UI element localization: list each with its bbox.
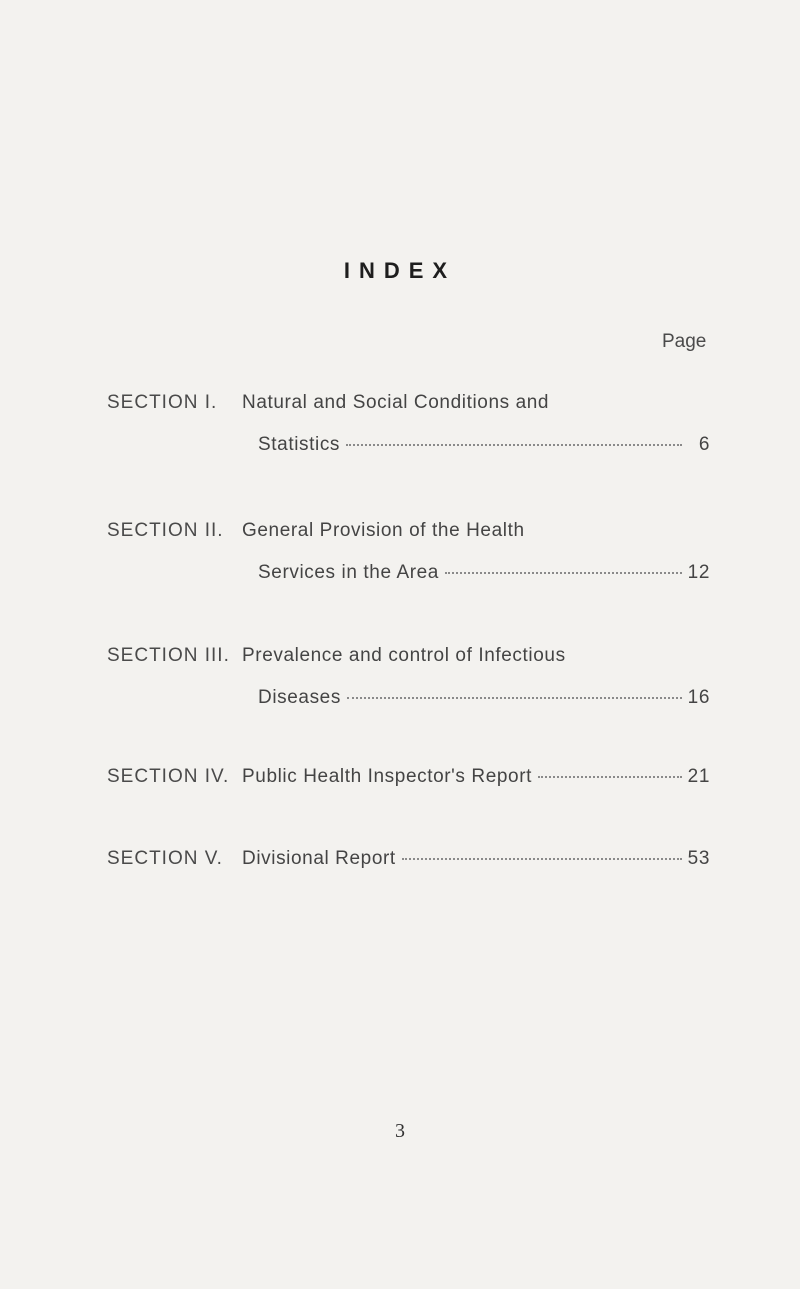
- section-label: SECTION V.: [107, 848, 223, 869]
- entry-title: Natural and Social Conditions and: [242, 392, 550, 413]
- entry-title: Divisional Report: [242, 848, 396, 869]
- section-label: SECTION II.: [107, 520, 224, 541]
- leader-dots: [347, 697, 682, 699]
- index-entry: [0, 848, 800, 908]
- page-title: INDEX: [343, 258, 457, 283]
- leader-dots: [402, 858, 682, 860]
- page-number: 16: [687, 687, 710, 708]
- section-label: SECTION IV.: [107, 766, 230, 787]
- section-label: SECTION I.: [107, 392, 218, 413]
- index-entry: [0, 766, 800, 826]
- entry-title: Public Health Inspector's Report: [242, 766, 533, 787]
- entry-title-line: [242, 392, 710, 414]
- page-number: 21: [687, 766, 710, 787]
- entry-title-line: [242, 766, 710, 788]
- entry-title-line: [258, 687, 710, 709]
- entry-title: Prevalence and control of Infectious: [242, 645, 566, 666]
- page-column-header: Page: [662, 331, 707, 352]
- page-number: 53: [687, 848, 710, 869]
- leader-dots: [538, 776, 682, 778]
- folio-number: 3: [395, 1120, 405, 1142]
- index-entry: [0, 520, 800, 583]
- leader-dots: [445, 572, 682, 574]
- leader-dots: [346, 444, 682, 446]
- entry-title-continued: Statistics: [258, 434, 341, 455]
- page-number: 6: [698, 434, 710, 455]
- entry-title-line: [242, 848, 710, 870]
- entry-title-continued: Services in the Area: [258, 562, 439, 583]
- entry-title-continued: Diseases: [258, 687, 341, 708]
- index-entry: [0, 645, 800, 708]
- index-entry: [0, 392, 800, 455]
- entry-title: General Provision of the Health: [242, 520, 525, 541]
- section-label: SECTION III.: [107, 645, 230, 666]
- entry-title-line: [258, 434, 710, 456]
- page-number: 12: [687, 562, 710, 583]
- entry-title-line: [242, 645, 710, 667]
- entry-title-line: [242, 520, 710, 542]
- entry-title-line: [258, 562, 710, 584]
